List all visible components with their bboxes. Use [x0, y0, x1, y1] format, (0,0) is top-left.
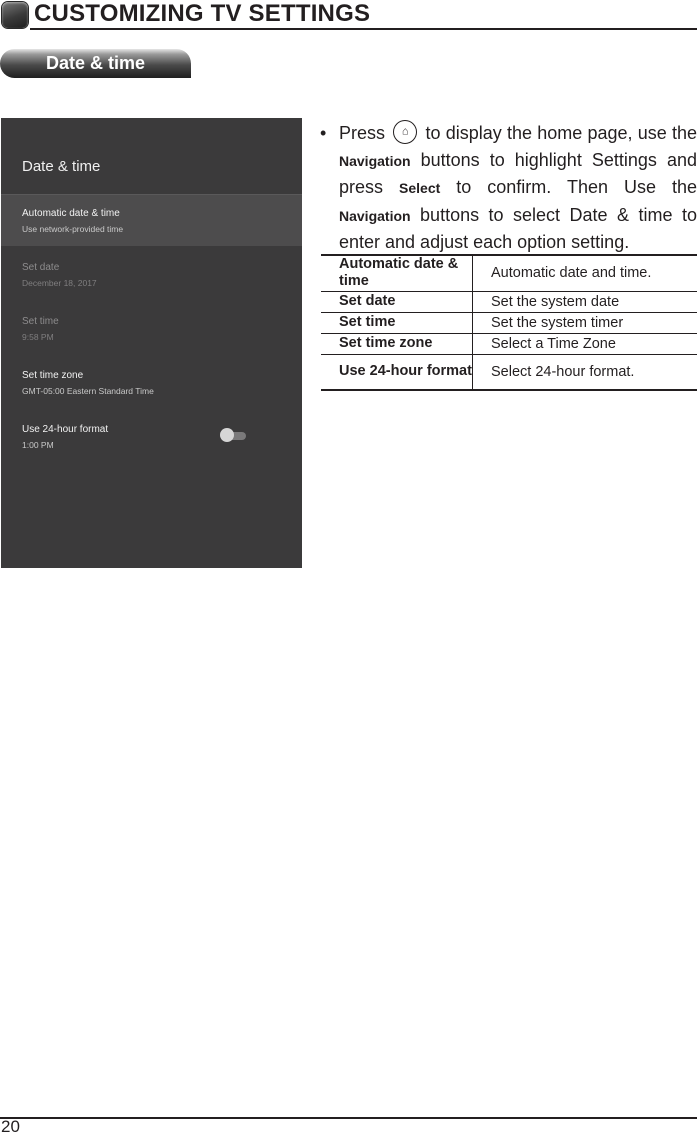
header-badge-icon — [2, 2, 28, 28]
page-number: 20 — [1, 1117, 20, 1136]
instr-text: buttons to highlight Settings and press — [339, 149, 697, 197]
tv-item-sub: December 18, 2017 — [22, 278, 97, 288]
bullet: • — [320, 123, 327, 143]
table-row — [321, 291, 697, 312]
option-name: Set time zone — [321, 333, 473, 354]
option-description: Set the system timer — [473, 312, 697, 333]
tv-item-sub: 1:00 PM — [22, 440, 54, 450]
table-row — [321, 255, 697, 291]
instr-text: to display the home page, use the — [425, 123, 697, 143]
option-description: Select 24-hour format. — [473, 354, 697, 390]
navigation-key-label: Navigation — [339, 152, 411, 169]
tv-item-label: Set date — [22, 262, 60, 273]
tv-item-sub: 9:58 PM — [22, 332, 54, 342]
tv-screen-title: Date & time — [22, 158, 101, 175]
options-table — [321, 254, 697, 391]
option-name: Set time — [321, 312, 473, 333]
tv-item-set-time-zone[interactable] — [22, 369, 154, 397]
option-name: Use 24-hour format — [321, 354, 473, 390]
tv-item-label: Use 24-hour format — [22, 424, 109, 435]
option-description: Automatic date and time. — [473, 255, 697, 291]
option-description: Set the system date — [473, 291, 697, 312]
navigation-key-label: Navigation — [339, 207, 411, 224]
tv-item-label: Set time zone — [22, 370, 84, 381]
option-name: Automatic date & time — [321, 255, 473, 291]
table-row — [321, 312, 697, 333]
home-button-icon: ⌂ — [393, 120, 417, 144]
tv-item-automatic-date-time[interactable] — [22, 207, 123, 235]
page-title: CUSTOMIZING TV SETTINGS — [34, 0, 371, 27]
tv-settings-screenshot — [1, 118, 302, 568]
footer-rule — [0, 1117, 697, 1119]
select-key-label: Select — [399, 180, 441, 196]
option-description: Select a Time Zone — [473, 333, 697, 354]
option-name: Set date — [321, 291, 473, 312]
instr-text: to confirm. Then Use the — [456, 177, 697, 197]
section-label: Date & time — [0, 49, 191, 78]
tv-item-set-date[interactable] — [22, 261, 97, 289]
tv-item-sub: GMT-05:00 Eastern Standard Time — [22, 386, 154, 396]
tv-item-sub: Use network-provided time — [22, 224, 124, 234]
header-rule — [30, 28, 697, 30]
tv-item-label: Automatic date & time — [22, 208, 120, 219]
instruction-paragraph — [320, 120, 697, 256]
table-row — [321, 333, 697, 354]
tv-item-set-time[interactable] — [22, 315, 59, 343]
table-row — [321, 354, 697, 390]
tv-item-use-24-hour-format[interactable] — [22, 423, 108, 451]
toggle-knob — [220, 428, 234, 442]
instr-text: buttons to select Date & time to enter and adjust each option setting. — [339, 204, 697, 252]
instr-text: Press — [339, 123, 386, 143]
tv-item-label: Set time — [22, 316, 59, 327]
24-hour-toggle[interactable] — [220, 429, 246, 441]
